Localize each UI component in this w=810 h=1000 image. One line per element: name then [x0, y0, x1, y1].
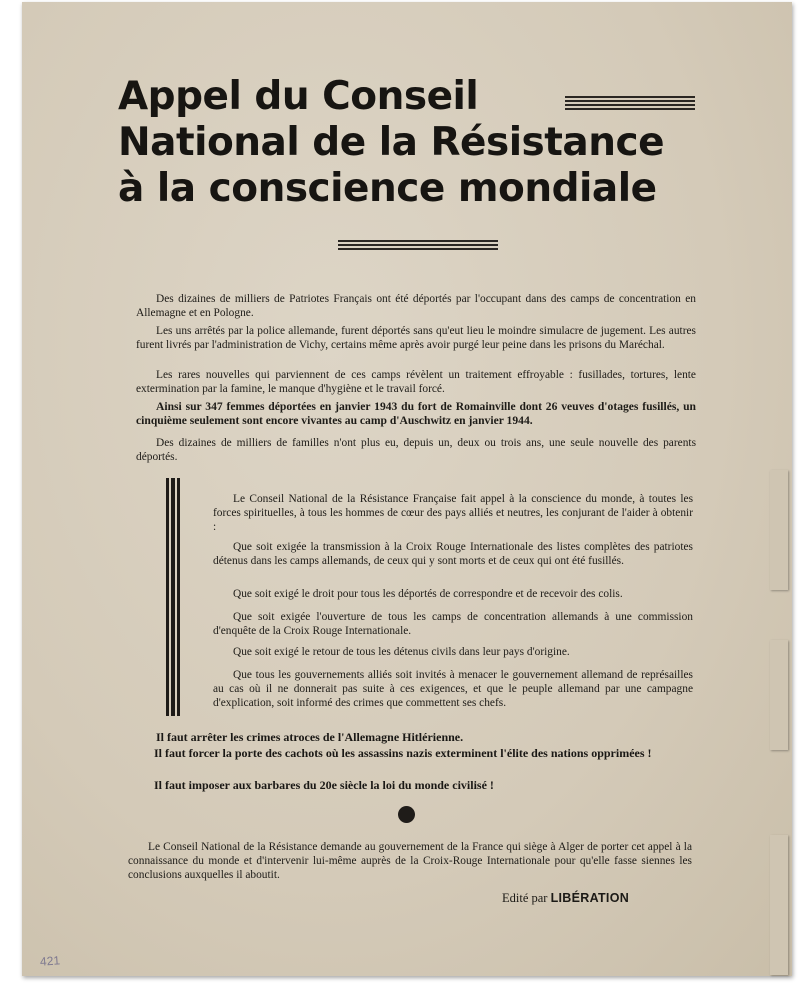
document-title — [118, 74, 688, 212]
slogan-impose-law: Il faut imposer aux barbares du 20e siècle la loi du monde civilisé ! — [154, 778, 494, 792]
publisher-line — [502, 891, 629, 906]
torn-edge — [770, 835, 788, 975]
slogan-force-doors: Il faut forcer la porte des cachots où les assassins nazis exterminent l'élite des nations opprimées ! — [154, 746, 652, 760]
closing-paragraph: Le Conseil National de la Résistance demande au gouvernement de la France qui siège à Alger de porter cet appel à la connaissance du monde et d'intervenir lui-même auprès de la Croix-Rouge Internationale pour qu'elle fasse siennes les conclusions auxquelles il aboutit. — [128, 841, 692, 881]
title-line-1: Appel du Conseil — [118, 74, 479, 119]
appeal-demand: Que soit exigée l'ouverture de tous les camps de concentration allemands à une commission d'enquête de la Croix Rouge Internationale. — [213, 611, 693, 637]
appeal-demand: Que soit exigé le droit pour tous les déportés de correspondre et de recevoir des colis. — [233, 588, 623, 600]
publisher-name: LIBÉRATION — [550, 891, 630, 905]
title-line-2: National de la Résistance — [118, 120, 665, 165]
appeal-demand: Que soit exigé le retour de tous les détenus civils dans leur pays d'origine. — [233, 646, 570, 658]
slogan-stop-crimes: Il faut arrêter les crimes atroces de l'Allemagne Hitlérienne. — [156, 730, 464, 744]
torn-edge — [770, 640, 788, 750]
appeal-demand: Que soit exigée la transmission à la Croix Rouge Internationale des listes complètes des patriotes détenus dans les camps allemands, de ceux qui y sont morts et de ceux qui ont été fusillés. — [213, 541, 693, 567]
title-divider — [338, 240, 498, 252]
separator-dot — [398, 806, 415, 823]
paragraph-camp-news: Les rares nouvelles qui parviennent de ces camps révèlent un traitement effroyable : fusillades, tortures, lente extermination par la famine, le manque d'hygiène et le travail forcé. — [136, 369, 696, 395]
title-ornament — [565, 96, 695, 112]
torn-edge — [770, 470, 788, 590]
appeal-demand: Que tous les gouvernements alliés soit invités à menacer le gouvernement allemand de représailles au cas où il ne donnerait pas suite à ces exigences, et que le peuple allemand par une campagne d'explication, soit informé des crimes que commettent ses chefs. — [213, 669, 693, 709]
title-line-3: à la conscience mondiale — [118, 166, 657, 211]
appeal-side-bar — [166, 478, 180, 716]
publisher-prefix: Edité par — [502, 891, 548, 905]
paragraph-romainville: Ainsi sur 347 femmes déportées en janvier 1943 du fort de Romainville dont 26 veuves d'otages fusillés, un cinquième seulement sont encore vivantes au camp d'Auschwitz en janvier 1944. — [136, 400, 696, 427]
appeal-intro: Le Conseil National de la Résistance Française fait appel à la conscience du monde, à toutes les forces spirituelles, à tous les hommes de cœur des pays alliés et neutres, les conjurant de l'aider à obtenir : — [213, 493, 693, 533]
archive-number: 421 — [39, 953, 61, 969]
paragraph-families: Des dizaines de milliers de familles n'ont plus eu, depuis un, deux ou trois ans, une seule nouvelle des parents déportés. — [136, 437, 696, 463]
paragraph-arrests: Les uns arrêtés par la police allemande, furent déportés sans qu'eut lieu le moindre simulacre de jugement. Les autres furent livrés par l'administration de Vichy, certains même après avoir purgé leur peine dans les prisons du Maréchal. — [136, 325, 696, 351]
paragraph-deportations: Des dizaines de milliers de Patriotes Français ont été déportés par l'occupant dans des camps de concentration en Allemagne et en Pologne. — [136, 293, 696, 319]
